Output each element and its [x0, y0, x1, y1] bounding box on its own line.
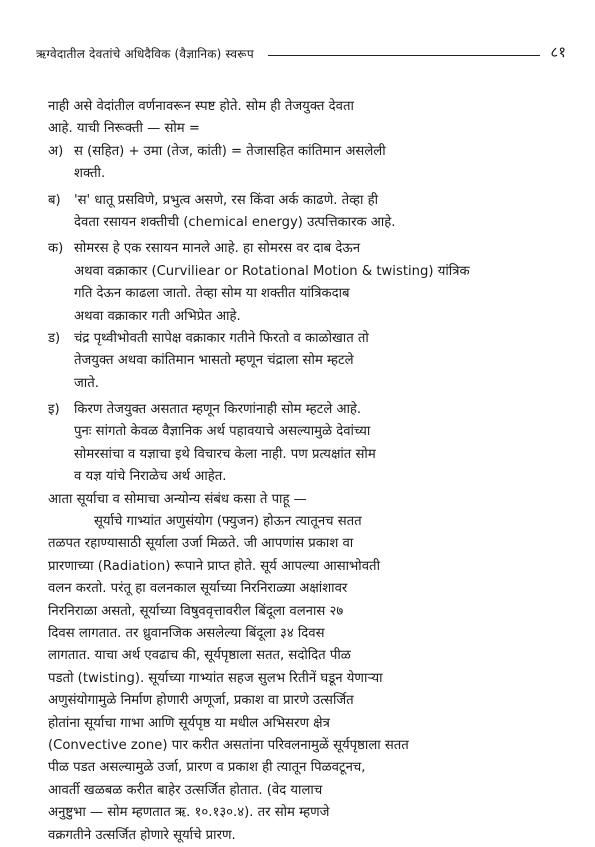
list-item-label: ब)	[48, 192, 61, 208]
line-text: अथवा वक्राकार (Curviliear or Rotational Motion & twisting) यांत्रिक	[74, 263, 470, 279]
line-text: स (सहित) + उमा (तेज, कांती) = तेजासहित कांतिमान असलेली	[74, 143, 386, 159]
line-text: जाते.	[74, 375, 99, 391]
line-text: (Convective zone) पार करीत असतांना परिवलनामुळें सूर्यपृष्ठाला सतत	[48, 737, 409, 753]
list-item-line	[48, 399, 568, 421]
text-line	[48, 306, 568, 328]
list-item-line	[48, 141, 568, 163]
text-line	[48, 533, 568, 555]
text-line	[48, 780, 568, 802]
list-item-line	[48, 328, 568, 350]
line-text: आता सूर्याचा व सोमाचा अन्योन्य संबंध कसा ते पाहू —	[48, 491, 307, 507]
line-text: किरण तेजयुक्त असतात म्हणून किरणांनाही सोम म्हटले आहे.	[74, 402, 362, 418]
list-item-label: क)	[48, 241, 64, 257]
line-text: नाही असे वेदांतील वर्णनावरून स्पष्ट होते. सोम ही तेजयुक्त देवता	[48, 99, 354, 114]
text-line	[48, 212, 568, 234]
running-header-title: ऋग्वेदातील देवतांचे अधिदैविक (वैज्ञानिक) स्वरूप	[36, 47, 254, 61]
line-text: गति देऊन काढला जातो. तेव्हा सोम या शक्तीत यांत्रिकदाब	[74, 286, 350, 302]
line-text: निरनिराळा असतो, सूर्याच्या विषुववृत्तावरील बिंदूला वलनास २७	[48, 603, 344, 619]
line-text: अथवा वक्राकार गती अभिप्रेत आहे.	[74, 308, 241, 324]
line-text: अणुसंयोगामुळे निर्माण होणारी अणूर्जा, प्रकाश वा प्रारणे उत्सर्जित	[48, 693, 354, 709]
line-text: वक्रगतीने उत्सर्जित होणारे सूर्याचे प्रारण.	[48, 827, 236, 843]
line-text: सोमरसांचा व यज्ञाचा इथे विचारच केला नाही. पण प्रत्यक्षांत सोम	[74, 446, 376, 462]
text-line	[48, 118, 568, 140]
text-line	[48, 556, 568, 578]
text-line	[48, 444, 568, 466]
text-line	[48, 690, 568, 712]
line-text: तळपत रहाण्यासाठी सूर्याला उर्जा मिळते. जी आपणांस प्रकाश वा	[48, 536, 354, 552]
line-text: अनुष्टुभा — सोम म्हणतात ऋ. १०.१३०.४). तर सोम म्हणजे	[48, 805, 330, 821]
header-rule	[268, 55, 541, 56]
list-item-line	[48, 238, 568, 260]
text-line	[48, 283, 568, 305]
list-item-label: इ)	[48, 402, 60, 418]
line-text: सोमरस हे एक रसायन मानले आहे. हा सोमरस वर दाब देऊन	[74, 241, 361, 257]
text-line	[48, 825, 568, 847]
page-number: ८१	[550, 43, 566, 61]
text-line	[48, 802, 568, 824]
line-text: पीळ पडत असल्यामुळे उर्जा, प्रारण व प्रकाश ही त्यातून पिळवटूनच,	[48, 760, 366, 776]
line-text: प्रारणाच्या (Radiation) रूपाने प्राप्त होते. सूर्य आपल्या आसाभोवती	[48, 558, 380, 574]
line-text: सूर्याचे गाभ्यांत अणुसंयोग (फ्युजन) होऊन त्यातूनच सतत	[94, 514, 362, 530]
text-line	[48, 713, 568, 735]
line-text: आवर्ती खळबळ करीत बाहेर उत्सर्जित होतात. (वेद यालाच	[48, 782, 323, 798]
list-item-label: अ)	[48, 143, 64, 159]
text-line	[48, 261, 568, 283]
list-item-label: ड)	[48, 330, 61, 346]
text-line	[48, 373, 568, 395]
line-text: देवता रसायन शक्तीची (chemical energy) उत्पत्तिकारक आहे.	[74, 214, 396, 230]
line-text: लागतात. याचा अर्थ एवढाच की, सूर्यपृष्ठाला सतत, सदोदित पीळ	[48, 648, 351, 664]
line-text: व यज्ञ यांचे निराळेच अर्थ आहेत.	[74, 469, 227, 485]
text-line	[48, 757, 568, 779]
text-line	[48, 511, 568, 533]
page-body	[48, 96, 568, 847]
line-text: दिवस लागतात. तर ध्रुवानजिक असलेल्या बिंदूला ३४ दिवस	[48, 625, 325, 641]
text-line	[48, 96, 568, 118]
line-text: वलन करतो. परंतू हा वलनकाल सूर्याच्या निरनिराळ्या अक्षांशावर	[48, 581, 348, 597]
line-text: आहे. याची निरूक्ती — सोम =	[48, 121, 200, 137]
list-item-line	[48, 190, 568, 212]
running-header	[36, 40, 566, 62]
line-text: चंद्र पृथ्वीभोवती सापेक्ष वक्राकार गतीने फिरतो व काळोखात तो	[74, 330, 369, 346]
line-text: 'स' धातू प्रसविणे, प्रभुत्व असणे, रस किंवा अर्क काढणे. तेव्हा ही	[74, 192, 378, 208]
line-text: पडतो (twisting). सूर्याच्या गाभ्यांत सहज सुलभ रितीनें घडून येणाऱ्या	[48, 670, 383, 686]
text-line	[48, 668, 568, 690]
text-line	[48, 466, 568, 488]
text-line	[48, 350, 568, 372]
text-line	[48, 489, 568, 511]
text-line	[48, 421, 568, 443]
text-line	[48, 163, 568, 185]
line-text: होतांना सूर्याचा गाभा आणि सूर्यपृष्ठ या मधील अभिसरण क्षेत्र	[48, 715, 330, 731]
text-line	[48, 601, 568, 623]
text-line	[48, 735, 568, 757]
text-line	[48, 578, 568, 600]
line-text: तेजयुक्त अथवा कांतिमान भासतो म्हणून चंद्राला सोम म्हटले	[74, 353, 354, 369]
text-line	[48, 623, 568, 645]
line-text: शक्ती.	[74, 166, 106, 182]
line-text: पुनः सांगतो केवळ वैज्ञानिक अर्थ पहावयाचे असल्यामुळे देवांच्या	[74, 424, 371, 440]
text-line	[48, 645, 568, 667]
